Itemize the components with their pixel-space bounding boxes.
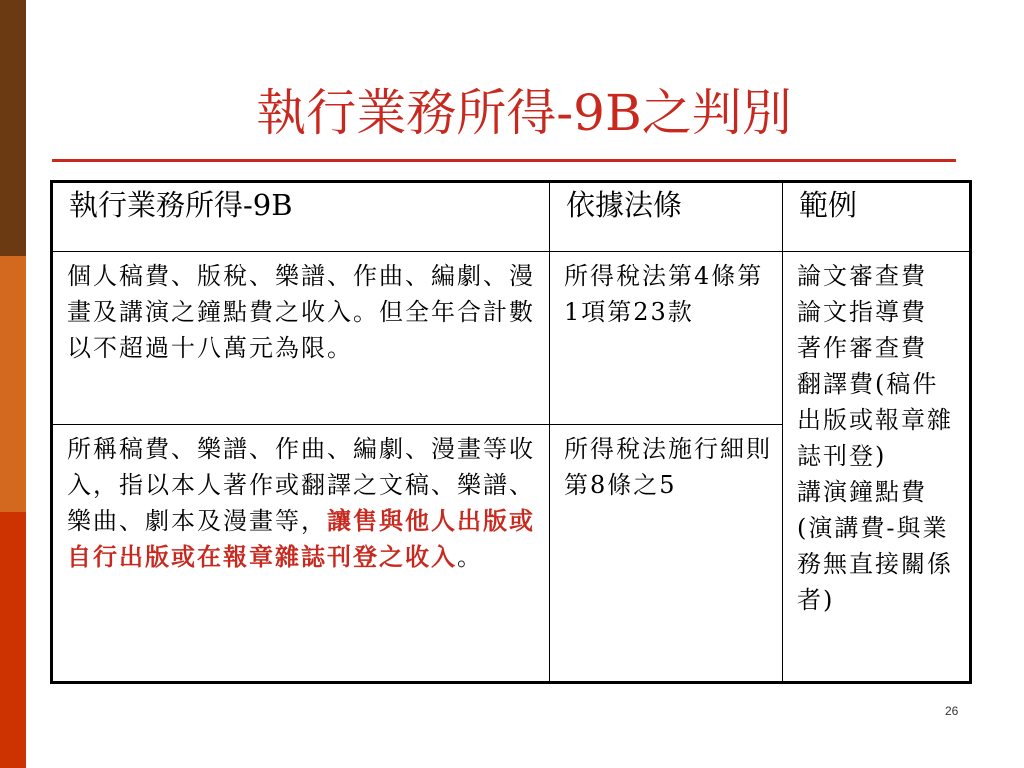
- row2-legal-basis: 所得稅法施行細則第8條之5: [550, 425, 783, 683]
- row2-text-part1: 所稱稿費、樂譜、作曲、編劇、漫畫等收入，指以本人著作或翻譯之文稿、樂譜、樂曲、劇本及漫畫等，: [67, 435, 535, 535]
- page-number: 26: [945, 704, 959, 718]
- header-examples: 範例: [783, 182, 971, 252]
- row1-legal-basis: 所得稅法第4條第1項第23款: [550, 252, 783, 425]
- example-item: 翻譯費(稿件出版或報章雜誌刊登): [797, 370, 953, 470]
- table-row: [52, 252, 971, 425]
- row2-highlight-text: 讓售與他人出版或自行出版或在報章雜誌刊登之收入: [67, 506, 535, 571]
- example-item: 著作審查費: [797, 334, 927, 362]
- row2-description: [52, 425, 550, 683]
- header-income-type: 執行業務所得-9B: [52, 182, 550, 252]
- title-underline: [52, 159, 956, 162]
- example-item: 論文指導費: [797, 298, 927, 326]
- classification-table: [50, 180, 972, 684]
- examples-cell: [783, 252, 971, 683]
- row1-description: 個人稿費、版稅、樂譜、作曲、編劇、漫畫及講演之鐘點費之收入。但全年合計數以不超過十八萬元為限。: [52, 252, 550, 425]
- sidebar-block-red: [0, 512, 26, 768]
- slide-title: 執行業務所得-9B之判別: [256, 84, 792, 142]
- example-item: 論文審查費: [797, 262, 927, 290]
- table-header-row: [52, 182, 971, 252]
- sidebar-block-orange: [0, 256, 26, 512]
- example-item: 講演鐘點費(演講費-與業務無直接關係者): [797, 478, 953, 614]
- header-legal-basis: 依據法條: [550, 182, 783, 252]
- row2-text-part2: 。: [457, 543, 483, 571]
